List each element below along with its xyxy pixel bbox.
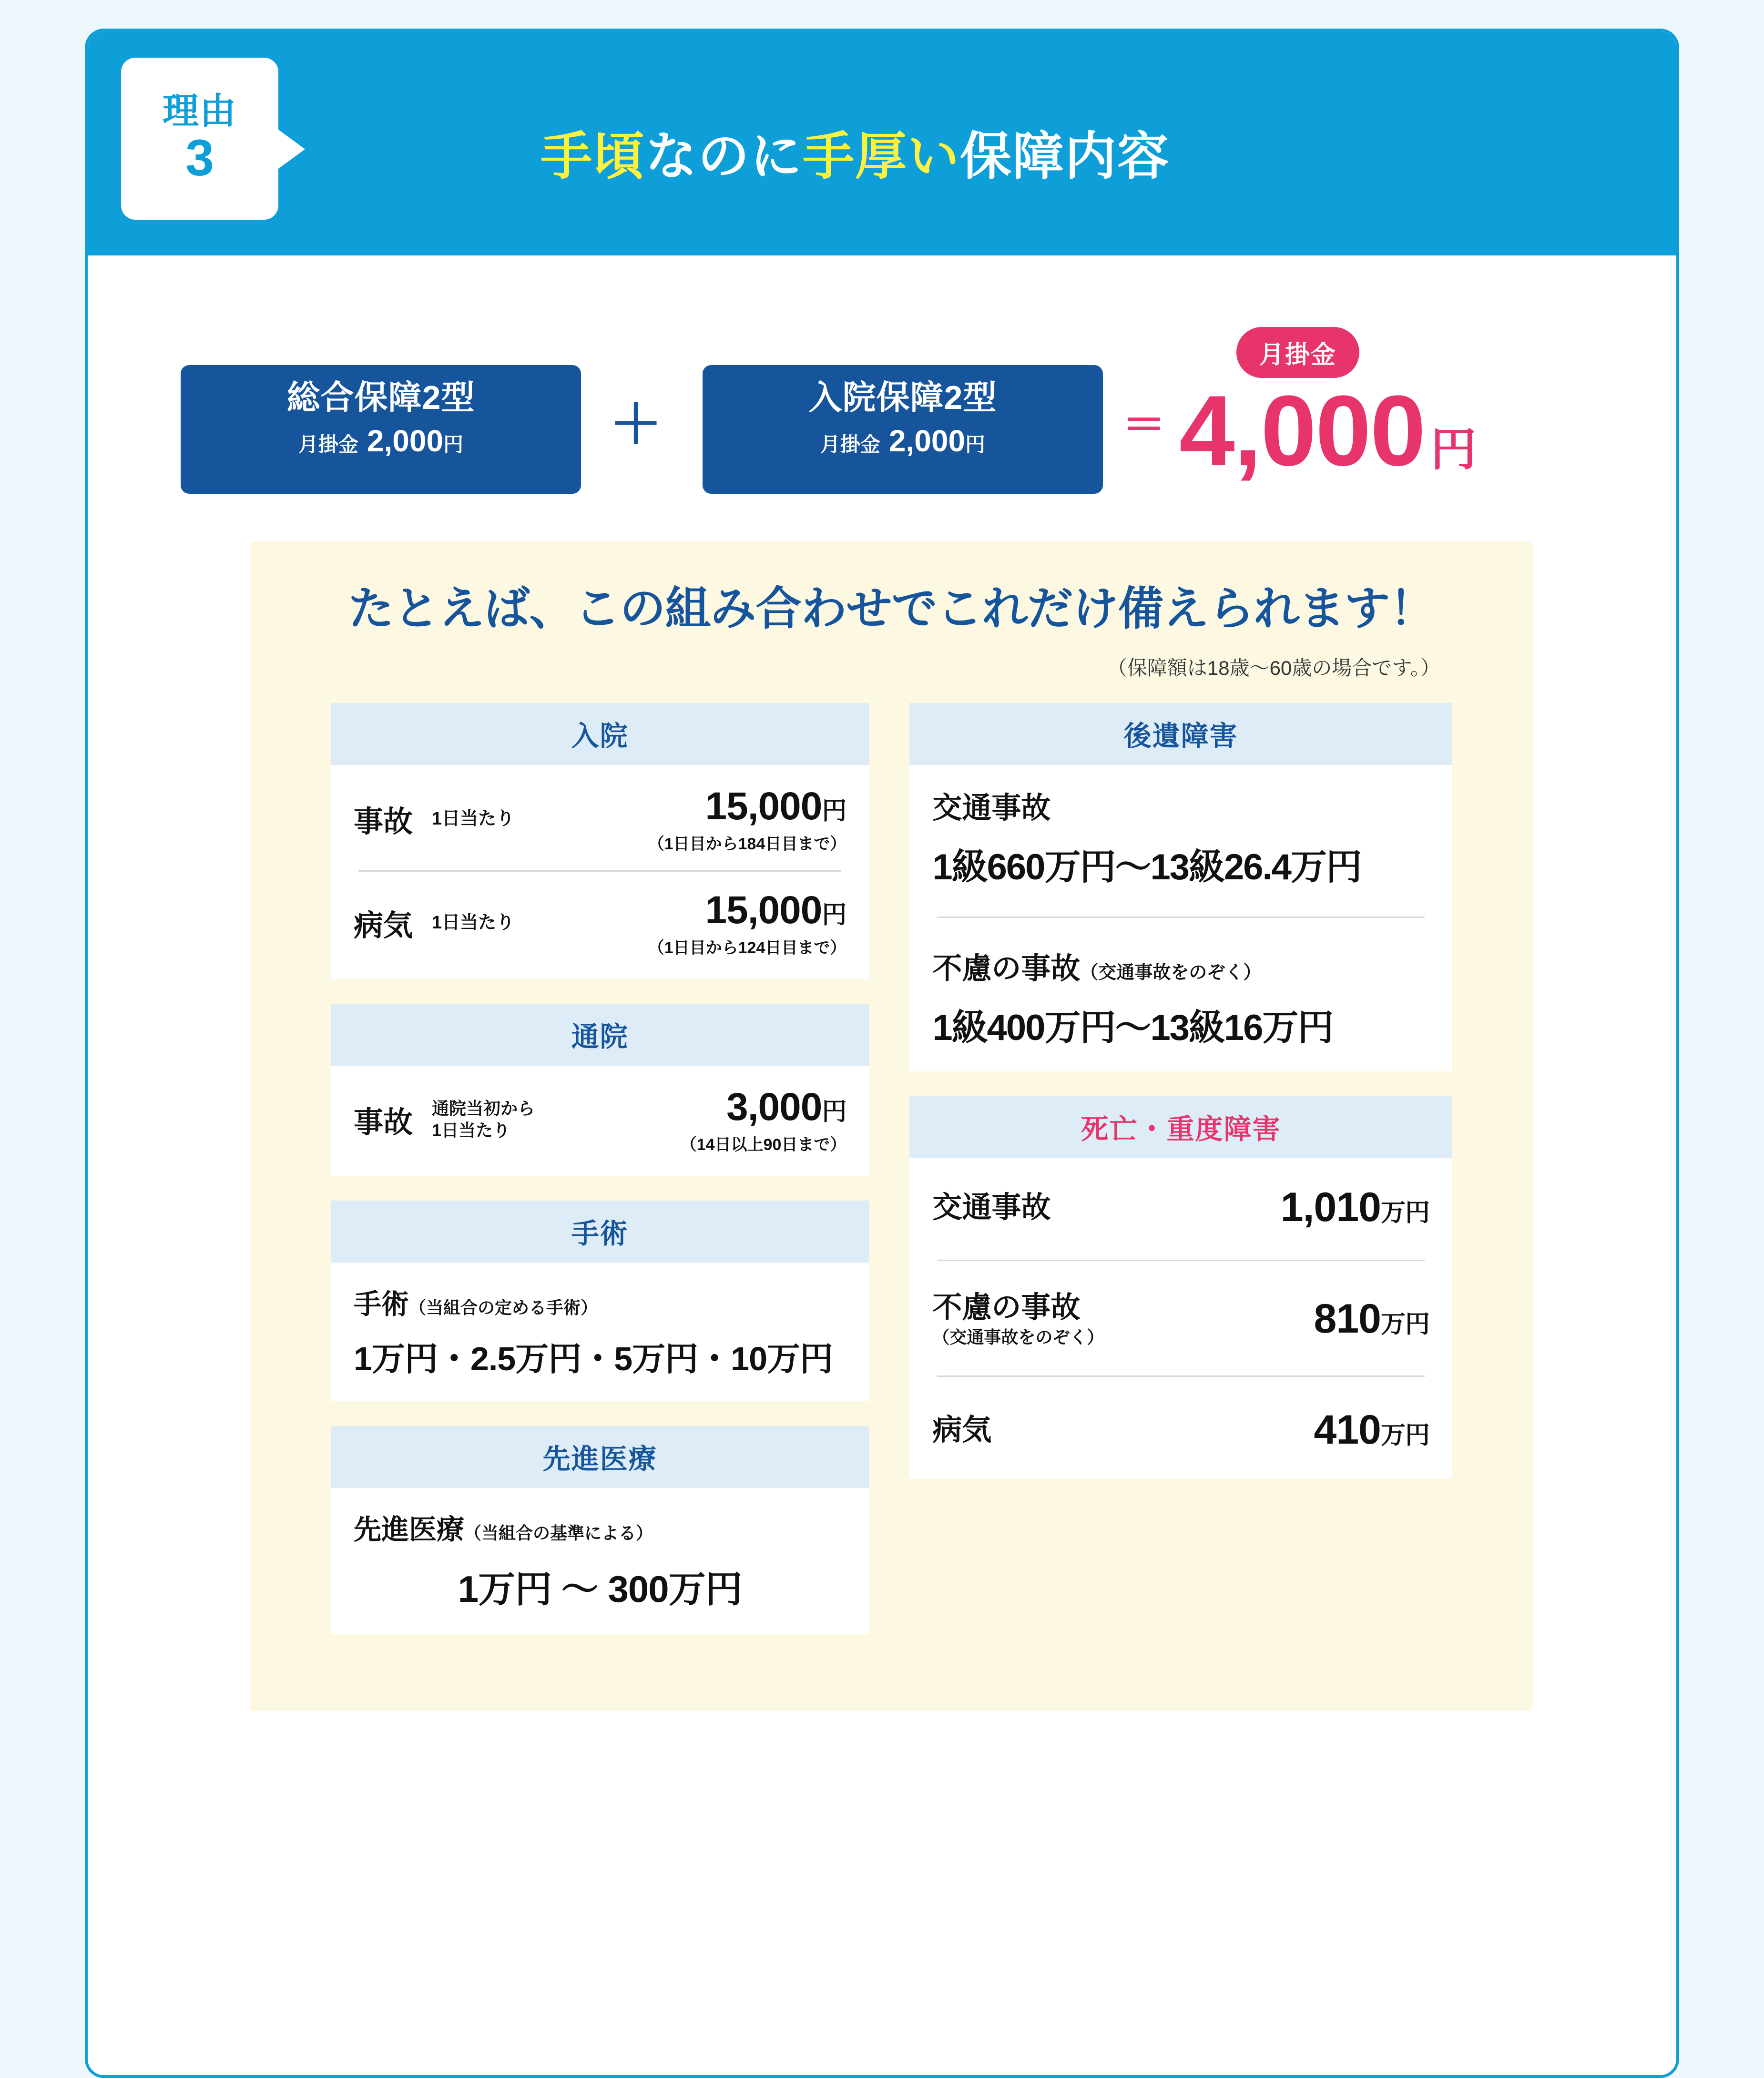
divider	[937, 917, 1425, 918]
hospitalization-row-accident	[354, 784, 846, 854]
panel-title: たとえば、この組み合わせでこれだけ備えられます！	[348, 583, 1435, 634]
plan-box-sogo	[181, 365, 581, 494]
section-head-death: 死亡・重度障害	[909, 1096, 1452, 1158]
outpatient-accident-note: （14日以上90日まで）	[680, 1135, 846, 1154]
divider	[937, 1375, 1425, 1377]
section-hospitalization	[331, 703, 869, 979]
section-aftereffect	[909, 703, 1452, 1071]
outpatient-accident-amount-unit: 円	[822, 1098, 846, 1126]
surgery-title	[354, 1282, 846, 1322]
section-advanced-medical	[331, 1426, 869, 1634]
advanced-title	[354, 1507, 846, 1547]
hospitalization-accident-amount-unit: 円	[822, 797, 846, 825]
section-head-hospitalization: 入院	[331, 703, 869, 765]
aftereffect-accident-title	[932, 945, 1429, 987]
death-accident-amount-unit: 万円	[1380, 1310, 1429, 1338]
death-accident-amount-value: 810	[1314, 1295, 1381, 1342]
divider	[358, 870, 841, 872]
section-head-outpatient: 通院	[331, 1004, 869, 1066]
section-surgery	[331, 1201, 869, 1401]
coverage-panel	[250, 541, 1533, 1711]
outpatient-row-accident	[354, 1085, 846, 1155]
section-body-outpatient	[331, 1066, 869, 1176]
aftereffect-accident-title-small: （交通事故をのぞく）	[1080, 962, 1262, 983]
plan1-fee-unit: 円	[443, 433, 464, 456]
divider	[937, 1260, 1425, 1261]
hospitalization-accident-amount	[648, 784, 846, 829]
outpatient-accident-label: 事故	[354, 1106, 413, 1139]
card-header	[88, 31, 1676, 255]
plan2-fee-label: 月掛金	[820, 433, 880, 456]
outpatient-accident-amount	[681, 1085, 846, 1130]
aftereffect-accident-amount: 1級400万円〜13級16万円	[932, 1007, 1333, 1048]
equals-icon: ＝	[1122, 401, 1166, 449]
section-outpatient	[331, 1004, 869, 1176]
reason-label: 理由	[163, 91, 237, 132]
death-illness-amount-value: 410	[1314, 1407, 1381, 1453]
panel-note: （保障額は18歳〜60歳の場合です。）	[1107, 656, 1440, 679]
surgery-title-main: 手術	[354, 1288, 409, 1320]
section-head-advanced-medical: 先進医療	[331, 1426, 869, 1488]
hospitalization-illness-sub: 1日当たり	[432, 912, 515, 933]
death-traffic-label: 交通事故	[932, 1191, 1051, 1224]
header-title-part4: 保障内容	[960, 127, 1170, 185]
death-illness-label: 病気	[932, 1414, 992, 1447]
hospitalization-illness-amount-value: 15,000	[705, 888, 822, 932]
coverage-column-left	[331, 703, 869, 1659]
hospitalization-accident-label: 事故	[354, 805, 413, 838]
plan-box-nyuin	[703, 365, 1103, 494]
death-row-traffic	[932, 1171, 1429, 1243]
outpatient-accident-sub	[432, 1098, 535, 1142]
total-amount-unit: 円	[1430, 424, 1476, 475]
death-accident-label	[932, 1291, 1104, 1347]
plus-icon: ＋	[610, 395, 662, 454]
death-row-accident	[932, 1277, 1429, 1360]
aftereffect-item-accident	[932, 945, 1429, 1050]
hospitalization-illness-amount	[648, 888, 846, 933]
plan2-name: 入院保障2型	[808, 379, 997, 416]
reason-number: 3	[185, 129, 214, 187]
advanced-title-main: 先進医療	[354, 1514, 465, 1545]
death-traffic-amount-value: 1,010	[1280, 1184, 1381, 1230]
total-amount	[1179, 371, 1476, 491]
section-body-advanced-medical	[331, 1488, 869, 1634]
hospitalization-illness-label: 病気	[354, 909, 413, 942]
outpatient-accident-amount-value: 3,000	[726, 1085, 822, 1129]
death-traffic-amount	[1281, 1184, 1429, 1231]
section-body-hospitalization	[331, 765, 869, 979]
total-amount-value: 4,000	[1179, 375, 1425, 487]
aftereffect-traffic-amount: 1級660万円〜13級26.4万円	[932, 846, 1361, 887]
section-body-aftereffect	[909, 765, 1452, 1071]
advanced-title-small: （当組合の基準による）	[464, 1523, 653, 1543]
outpatient-accident-sub-line1: 通院当初から	[432, 1098, 535, 1118]
hospitalization-illness-amount-unit: 円	[822, 901, 846, 929]
death-traffic-amount-unit: 万円	[1380, 1199, 1429, 1227]
plan2-fee	[703, 423, 1103, 458]
outpatient-accident-sub-line2: 1日当たり	[432, 1120, 510, 1141]
header-title-part2: なのに	[645, 127, 803, 185]
hospitalization-accident-note: （1日目から184日目まで）	[648, 835, 846, 853]
promo-card	[85, 29, 1679, 2078]
header-title-part1: 手頃	[540, 127, 646, 185]
plan1-fee	[181, 423, 581, 458]
plan1-name: 総合保障2型	[286, 379, 475, 416]
coverage-column-right	[909, 703, 1452, 1659]
coverage-columns	[331, 703, 1452, 1659]
hospitalization-accident-amount-value: 15,000	[705, 784, 822, 828]
plan-summary-row	[88, 255, 1676, 522]
hospitalization-illness-note: （1日目から124日目まで）	[648, 938, 846, 957]
death-illness-amount-unit: 万円	[1380, 1422, 1429, 1450]
outpatient-accident-amount-wrap	[681, 1085, 846, 1155]
death-accident-label-small: （交通事故をのぞく）	[932, 1327, 1104, 1347]
plan1-fee-label: 月掛金	[298, 433, 358, 456]
death-row-illness	[932, 1393, 1429, 1466]
plan1-fee-amount: 2,000	[367, 424, 444, 458]
plan2-fee-amount: 2,000	[888, 424, 966, 458]
death-illness-amount	[1314, 1406, 1429, 1454]
monthly-fee-badge: 月掛金	[1236, 327, 1359, 378]
aftereffect-item-traffic	[932, 784, 1429, 890]
aftereffect-traffic-title: 交通事故	[932, 791, 1051, 825]
hospitalization-illness-amount-wrap	[648, 888, 846, 958]
surgery-amount: 1万円・2.5万円・5万円・10万円	[354, 1340, 833, 1377]
header-title	[540, 115, 1170, 189]
advanced-amount: 1万円 〜 300万円	[458, 1568, 742, 1610]
death-accident-label-main: 不慮の事故	[932, 1291, 1081, 1324]
hospitalization-row-illness	[354, 888, 846, 958]
surgery-title-small: （当組合の定める手術）	[409, 1297, 598, 1317]
section-body-death	[909, 1158, 1452, 1479]
aftereffect-accident-title-main: 不慮の事故	[932, 952, 1081, 985]
section-head-aftereffect: 後遺障害	[909, 703, 1452, 765]
death-accident-amount	[1314, 1295, 1429, 1343]
section-body-surgery	[331, 1263, 869, 1401]
reason-badge	[121, 58, 278, 220]
plan2-fee-unit: 円	[965, 433, 986, 456]
section-head-surgery: 手術	[331, 1201, 869, 1263]
header-title-part3: 手厚い	[803, 127, 960, 185]
hospitalization-accident-amount-wrap	[648, 784, 846, 854]
section-death	[909, 1096, 1452, 1479]
hospitalization-accident-sub: 1日当たり	[432, 808, 515, 829]
